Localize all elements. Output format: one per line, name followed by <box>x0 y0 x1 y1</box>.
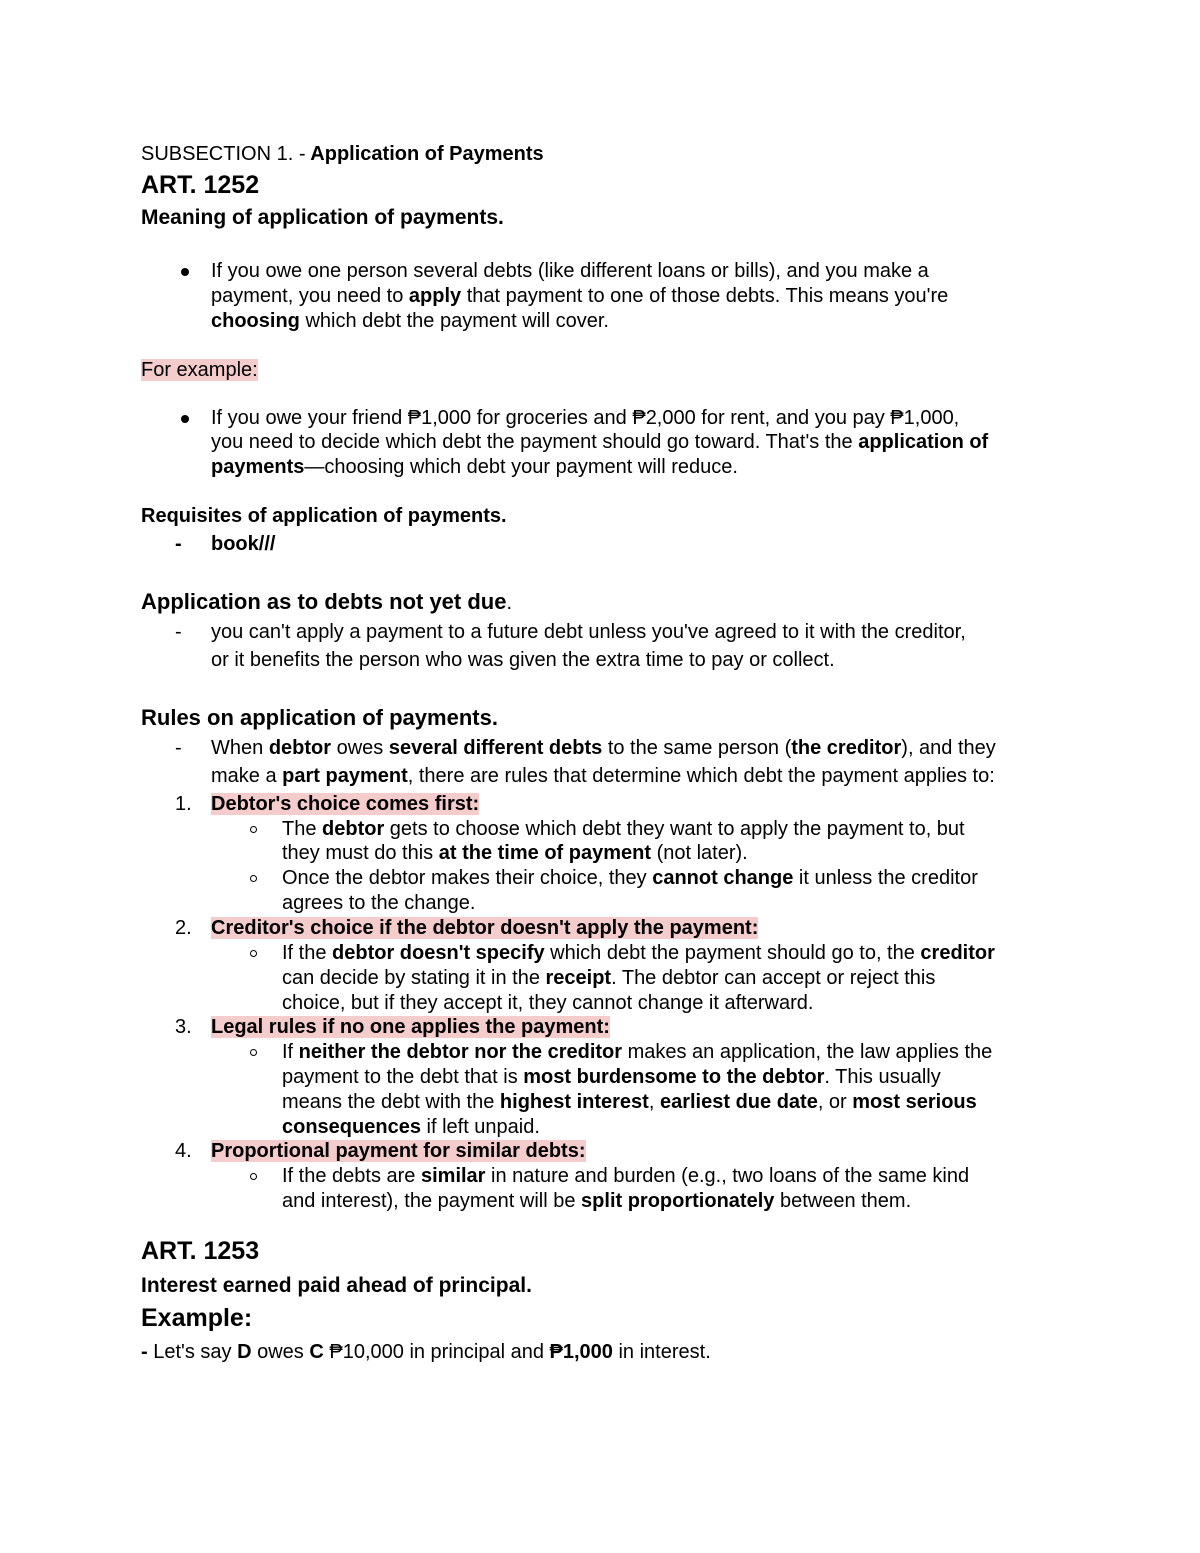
paragraph-line: payment, you need to apply that payment to one of those debts. This means you're <box>211 285 949 307</box>
paragraph-line: they must do this at the time of payment (not later). <box>282 842 748 864</box>
paragraph-line: you need to decide which debt the payment should go toward. That's the application of <box>211 431 989 453</box>
paragraph-line: - Let's say D owes C ₱10,000 in principal and ₱1,000 in interest. <box>141 1341 711 1363</box>
dash-marker: - <box>175 533 182 555</box>
paragraph-line: and interest), the payment will be split proportionately between them. <box>282 1190 912 1212</box>
paragraph-line: If the debtor doesn't specify which debt the payment should go to, the creditor <box>282 942 995 964</box>
paragraph-line: make a part payment, there are rules that determine which debt the payment applies to: <box>211 765 995 787</box>
paragraph-line: If neither the debtor nor the creditor makes an application, the law applies the <box>282 1041 993 1063</box>
rule-title: Creditor's choice if the debtor doesn't apply the payment: <box>211 917 759 939</box>
circle-bullet-icon <box>250 826 257 833</box>
example-heading: Example: <box>141 1304 253 1332</box>
dash-marker: - <box>175 621 182 643</box>
section-heading: Meaning of application of payments. <box>141 206 504 229</box>
paragraph-line: choice, but if they accept it, they cannot change it afterward. <box>282 992 814 1014</box>
bullet-icon <box>181 415 189 423</box>
bullet-icon <box>181 268 189 276</box>
rule-title: Legal rules if no one applies the payment: <box>211 1016 610 1038</box>
section-heading: Application as to debts not yet due. <box>141 589 513 614</box>
section-heading: Requisites of application of payments. <box>141 505 507 527</box>
paragraph-line: When debtor owes several different debts to the same person (the creditor), and they <box>211 737 996 759</box>
section-heading: Rules on application of payments. <box>141 705 498 730</box>
circle-bullet-icon <box>250 950 257 957</box>
list-number: 4. <box>175 1140 192 1162</box>
paragraph-line: you can't apply a payment to a future debt unless you've agreed to it with the creditor, <box>211 621 966 643</box>
paragraph-line: payment to the debt that is most burdensome to the debtor. This usually <box>282 1066 941 1088</box>
circle-bullet-icon <box>250 1049 257 1056</box>
circle-bullet-icon <box>250 875 257 882</box>
paragraph-line: The debtor gets to choose which debt they want to apply the payment to, but <box>282 818 965 840</box>
list-number: 3. <box>175 1016 192 1038</box>
list-item: book/// <box>211 533 276 555</box>
paragraph-line: Once the debtor makes their choice, they cannot change it unless the creditor <box>282 867 978 889</box>
article-heading: ART. 1253 <box>141 1237 260 1265</box>
rule-title: Debtor's choice comes first: <box>211 793 480 815</box>
list-number: 2. <box>175 917 192 939</box>
paragraph-line: agrees to the change. <box>282 892 476 914</box>
paragraph-line: or it benefits the person who was given the extra time to pay or collect. <box>211 649 835 671</box>
paragraph-line: If you owe your friend ₱1,000 for groceries and ₱2,000 for rent, and you pay ₱1,000, <box>211 407 960 429</box>
dash-marker: - <box>175 737 182 759</box>
paragraph-line: If you owe one person several debts (like different loans or bills), and you make a <box>211 260 929 282</box>
paragraph-line: can decide by stating it in the receipt. The debtor can accept or reject this <box>282 967 936 989</box>
rule-title: Proportional payment for similar debts: <box>211 1140 586 1162</box>
list-number: 1. <box>175 793 192 815</box>
circle-bullet-icon <box>250 1173 257 1180</box>
paragraph-line: means the debt with the highest interest, earliest due date, or most serious <box>282 1091 977 1113</box>
paragraph-line: choosing which debt the payment will cover. <box>211 310 609 332</box>
article-heading: ART. 1252 <box>141 171 260 199</box>
paragraph-line: consequences if left unpaid. <box>282 1116 540 1138</box>
subsection-title: SUBSECTION 1. - Application of Payments <box>141 143 544 165</box>
paragraph-line: If the debts are similar in nature and burden (e.g., two loans of the same kind <box>282 1165 970 1187</box>
section-heading: Interest earned paid ahead of principal. <box>141 1274 532 1297</box>
example-label: For example: <box>141 359 258 381</box>
paragraph-line: payments—choosing which debt your payment will reduce. <box>211 456 738 478</box>
